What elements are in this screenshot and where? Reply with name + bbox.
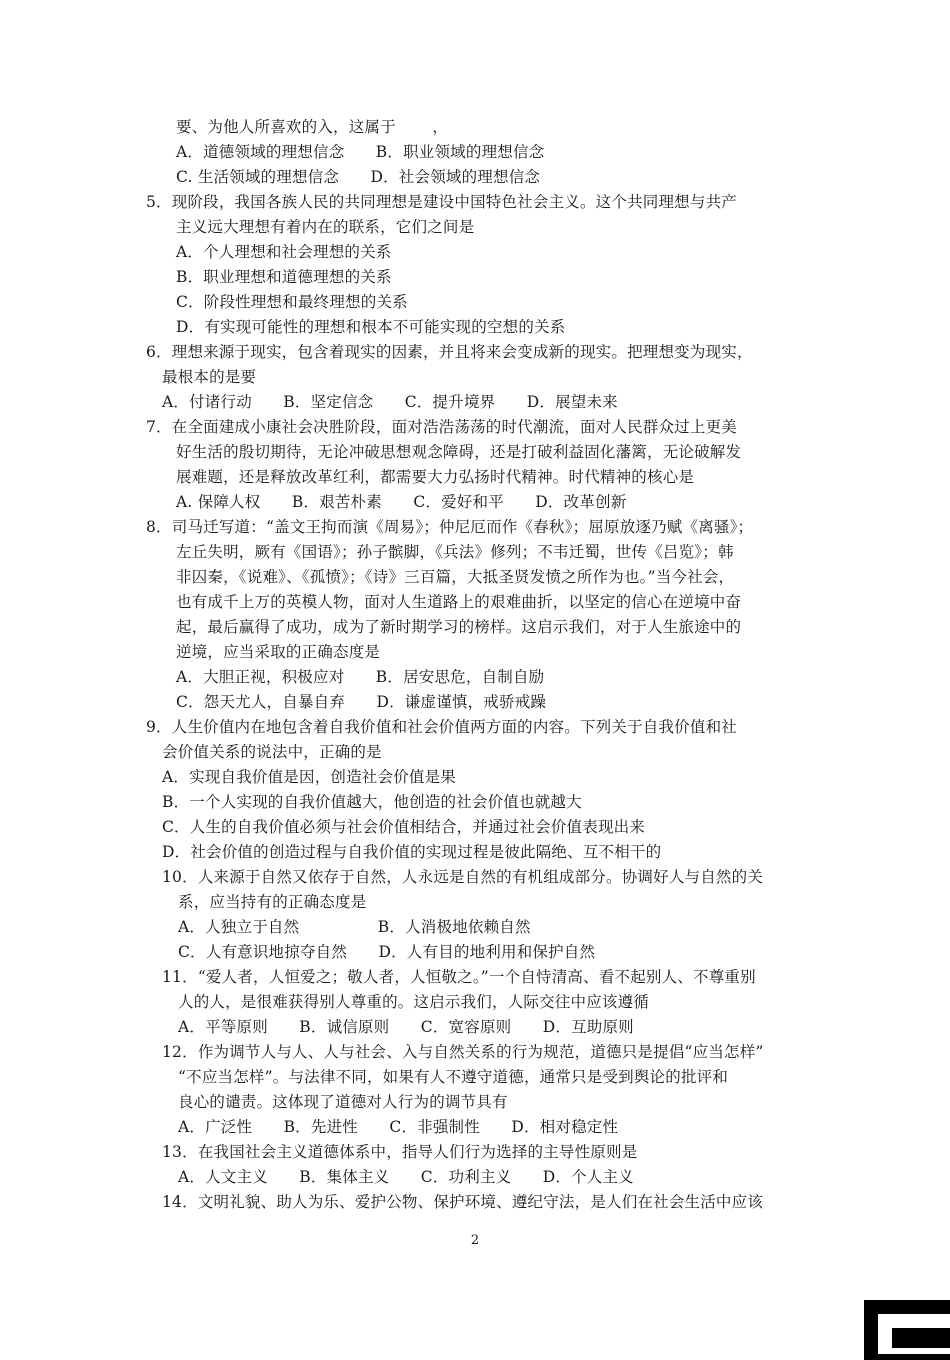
option-line: D．社会价值的创造过程与自我价值的实现过程是彼此隔绝、互不相干的 xyxy=(162,843,662,861)
text-line: 展难题，还是释放改革红利，都需要大力弘扬时代精神。时代精神的核心是 xyxy=(176,468,695,486)
text-line: 非囚秦，《说难》、《孤愤》；《诗》三百篇，大抵圣贤发愤之所作为也。”当今社会， xyxy=(176,568,735,586)
option-line: A. 保障人权 B．艰苦朴素 C．爱好和平 D．改革创新 xyxy=(176,493,627,511)
option-line: C．阶段性理想和最终理想的关系 xyxy=(176,293,408,311)
option-line: C．人生的自我价值必须与社会价值相结合，并通过社会价值表现出来 xyxy=(162,818,646,836)
option-line: C．人有意识地掠夺自然 D．人有目的地利用和保护自然 xyxy=(178,943,596,961)
option-line: B．职业理想和道德理想的关系 xyxy=(176,268,392,286)
text-line: “不应当怎样”。与法律不同，如果有人不遵守道德，通常只是受到舆论的批评和 xyxy=(178,1068,729,1086)
question-6: 6．理想来源于现实，包含着现实的因素，并且将来会变成新的现实。把理想变为现实， xyxy=(146,343,753,361)
option-line: A．付诸行动 B．坚定信念 C．提升境界 D．展望未来 xyxy=(162,393,618,411)
option-line: A．广泛性 B．先进性 C．非强制性 D．相对稳定性 xyxy=(178,1118,619,1136)
text-line: 逆境，应当采取的正确态度是 xyxy=(176,643,381,661)
option-line: B．一个人实现的自我价值越大，他创造的社会价值也就越大 xyxy=(162,793,582,811)
question-8: 8．司马迁写道：“盖文王拘而演《周易》；仲尼厄而作《春秋》；屈原放逐乃赋《离骚》； xyxy=(146,518,754,536)
option-line: A．大胆正视，积极应对 B．居安思危，自制自励 xyxy=(176,668,545,686)
text-line: 起，最后赢得了成功，成为了新时期学习的榜样。这启示我们，对于人生旅途中的 xyxy=(176,618,742,636)
option-line: A．个人理想和社会理想的关系 xyxy=(176,243,392,261)
question-10: 10．人来源于自然又依存于自然，人永远是自然的有机组成部分。协调好人与自然的关 xyxy=(162,868,764,886)
text-line: 会价值关系的说法中，正确的是 xyxy=(162,743,382,761)
text-line: 人的人，是很难获得别人尊重的。这启示我们，人际交往中应该遵循 xyxy=(178,993,650,1011)
corner-mark-bar xyxy=(892,1328,950,1348)
question-14: 14．文明礼貌、助人为乐、爱护公物、保护环境、遵纪守法，是人们在社会生活中应该 xyxy=(162,1193,764,1211)
text-line: 也有成千上万的英模人物，面对人生道路上的艰难曲折，以坚定的信心在逆境中奋 xyxy=(176,593,742,611)
option-line: A．实现自我价值是因，创造社会价值是果 xyxy=(162,768,456,786)
text-line: 良心的谴责。这体现了道德对人行为的调节具有 xyxy=(178,1093,508,1111)
text-line: 主义远大理想有着内在的联系，它们之间是 xyxy=(176,218,475,236)
corner-mark-graphic xyxy=(864,1300,950,1360)
question-9: 9．人生价值内在地包含着自我价值和社会价值两方面的内容。下列关于自我价值和社 xyxy=(146,718,737,736)
text-line: 系，应当持有的正确态度是 xyxy=(178,893,367,911)
option-line: A．人独立于自然 B．人消极地依赖自然 xyxy=(178,918,531,936)
question-5: 5．现阶段，我国各族人民的共同理想是建设中国特色社会主义。这个共同理想与共产 xyxy=(146,193,737,211)
text-line: 要、为他人所喜欢的入，这属于 ， xyxy=(176,118,449,136)
text-line: 最根本的是要 xyxy=(162,368,257,386)
text-line: 好生活的殷切期待，无论冲破思想观念障碍，还是打破利益固化藩篱，无论破解发 xyxy=(176,443,742,461)
option-line: A．人文主义 B．集体主义 C．功利主义 D．个人主义 xyxy=(178,1168,634,1186)
option-line: A．平等原则 B．诚信原则 C．宽容原则 D．互助原则 xyxy=(178,1018,634,1036)
text-line: 左丘失明，厥有《国语》；孙子髌脚，《兵法》修列；不韦迁蜀，世传《吕览》；韩 xyxy=(176,543,734,561)
option-line: C. 生活领域的理想信念 D．社会领域的理想信念 xyxy=(176,168,541,186)
page-number: 2 xyxy=(470,1233,480,1248)
question-13: 13．在我国社会主义道德体系中，指导人们行为选择的主导性原则是 xyxy=(162,1143,638,1161)
question-7: 7．在全面建成小康社会决胜阶段，面对浩浩荡荡的时代潮流，面对人民群众过上更美 xyxy=(146,418,737,436)
option-line: C．怨天尤人，自暴自弃 D．谦虚谨慎，戒骄戒躁 xyxy=(176,693,547,711)
option-line: D．有实现可能性的理想和根本不可能实现的空想的关系 xyxy=(176,318,566,336)
question-11: 11．“爱人者，人恒爱之；敬人者，人恒敬之。”一个自恃清高、看不起别人、不尊重别 xyxy=(162,968,756,986)
question-12: 12．作为调节人与人、人与社会、入与自然关系的行为规范，道德只是提倡“应当怎样” xyxy=(162,1043,764,1061)
option-line: A．道德领域的理想信念 B．职业领域的理想信念 xyxy=(176,143,545,161)
